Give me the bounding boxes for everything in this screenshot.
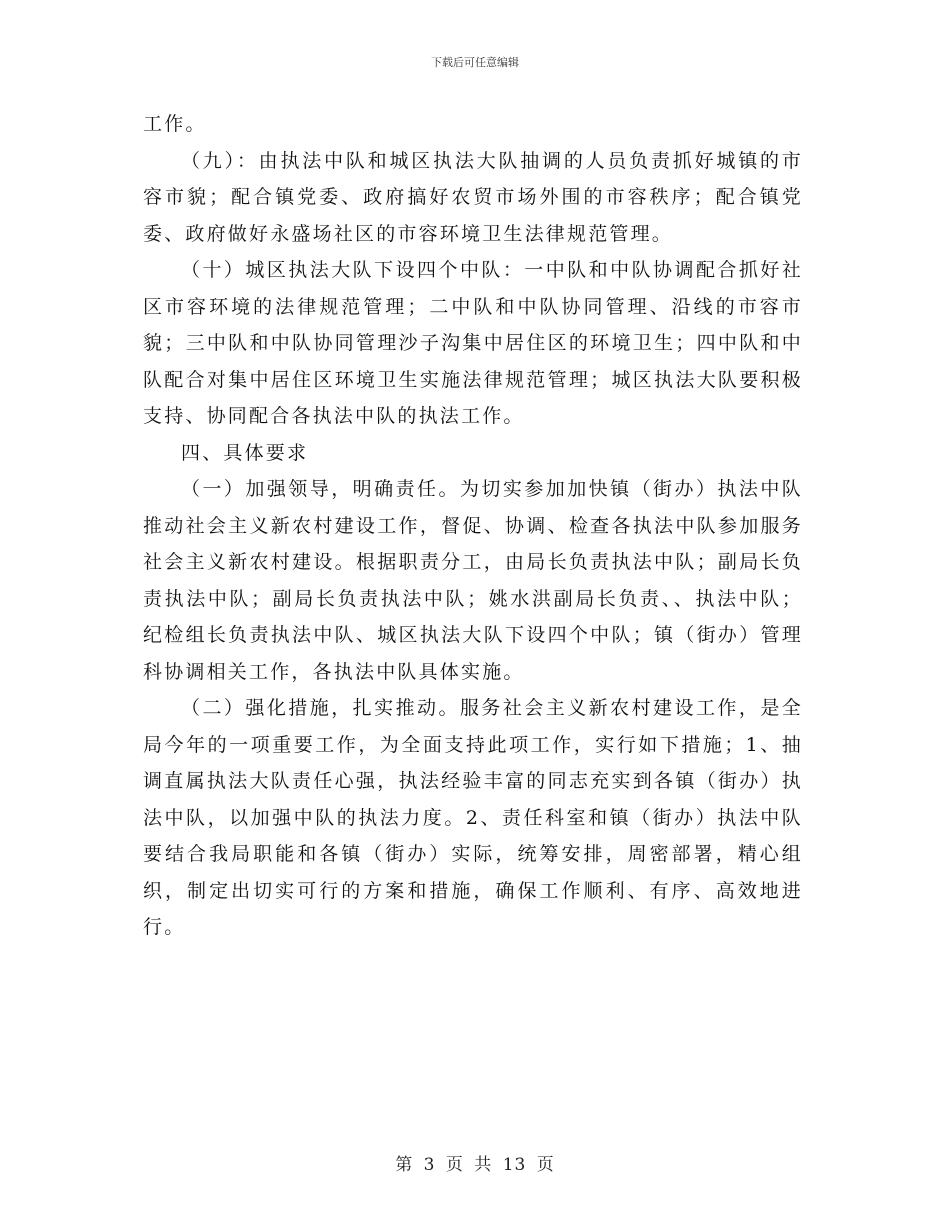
paragraph-requirement-2: （二）强化措施，扎实推动。服务社会主义新农村建设工作，是全局今年的一项重要工作，为全面支持此项工作，实行如下措施；1、抽调直属执法大队责任心强，执法经验丰富的同志充实到各镇（街办）执法中队，以加强中队的执法力度。2、责任科室和镇（街办）执法中队要结合我局职能和各镇（街办）实际，统筹安排，周密部署，精心组织，制定出切实可行的方案和措施，确保工作顺利、有序、高效地进行。 [143, 697, 803, 938]
section-heading-requirements: 四、具体要求 [181, 441, 309, 464]
paragraph-continuation: 工作。 [143, 113, 207, 135]
page-number-footer: 第 3 页 共 13 页 [395, 1155, 555, 1175]
paragraph-item-10: （十）城区执法大队下设四个中队：一中队和中队协调配合抓好社区市容环境的法律规范管理；二中队和中队协同管理、沿线的市容市貌；三中队和中队协同管理沙子沟集中居住区的环境卫生；四中队和中队配合对集中居住区环境卫生实施法律规范管理；城区执法大队要积极支持、协同配合各执法中队的执法工作。 [143, 259, 803, 427]
paragraph-requirement-1: （一）加强领导，明确责任。为切实参加加快镇（街办）执法中队推动社会主义新农村建设工作，督促、协调、检查各执法中队参加服务社会主义新农村建设。根据职责分工，由局长负责执法中队；副局长负责执法中队；副局长负责执法中队；姚水洪副局长负责、、执法中队；纪检组长负责执法中队、城区执法大队下设四个中队；镇（街办）管理科协调相关工作，各执法中队具体实施。 [143, 478, 803, 683]
document-body [143, 106, 803, 946]
paragraph-item-9: （九）：由执法中队和城区执法大队抽调的人员负责抓好城镇的市容市貌；配合镇党委、政府搞好农贸市场外围的市容秩序；配合镇党委、政府做好永盛场社区的市容环境卫生法律规范管理。 [143, 149, 803, 245]
page-header: 下载后可任意编辑 [431, 56, 519, 69]
